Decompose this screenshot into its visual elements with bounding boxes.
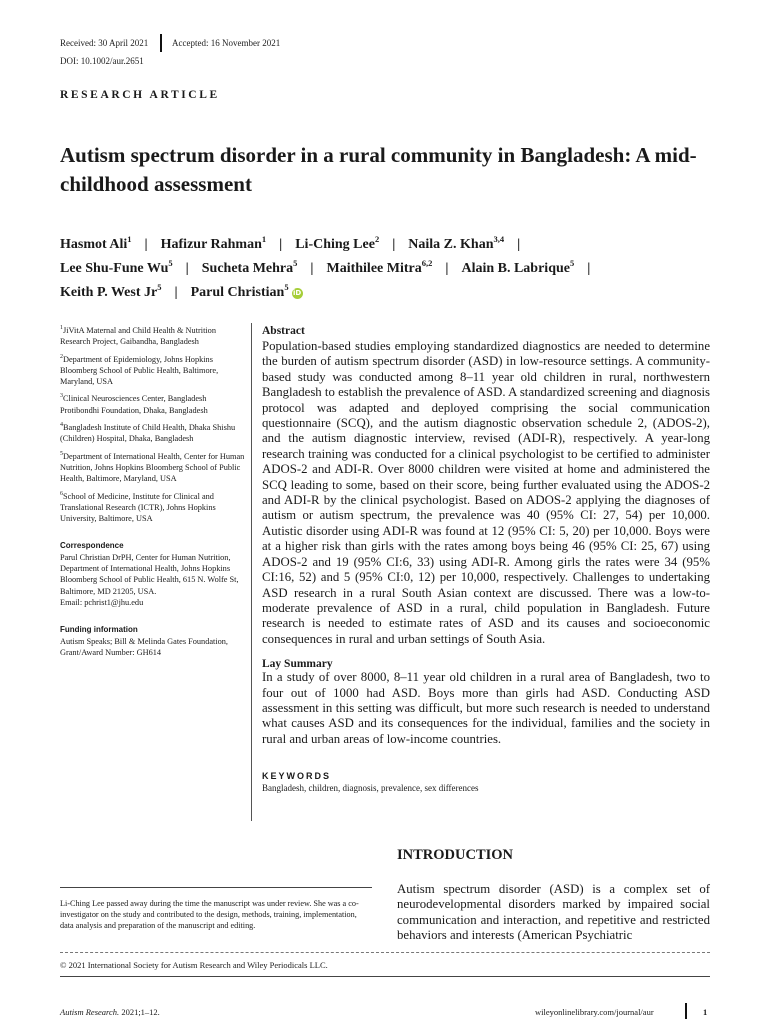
doi-link[interactable]: DOI: 10.1002/aur.2651: [60, 56, 144, 66]
abstract-column: [262, 325, 710, 793]
keywords-text: Bangladesh, children, diagnosis, prevalence, sex differences: [262, 783, 479, 794]
correspondence-email[interactable]: Email: pchrist1@jhu.edu: [60, 597, 144, 607]
author-name[interactable]: Naila Z. Khan$^{3,4}$: [408, 234, 505, 252]
affiliation: $^6$School of Medicine, Institute for Clinical and Translational Research (ICTR), Johns Hopkins University, Baltimore, USA: [60, 490, 216, 524]
author-name[interactable]: Alain B. Labrique$^5$: [461, 258, 575, 276]
accepted-date: Accepted: 16 November 2021: [172, 38, 281, 48]
author-name[interactable]: Li-Ching Lee$^2$: [295, 234, 380, 252]
dashed-divider: [60, 952, 710, 953]
funding-heading: Funding information: [60, 625, 138, 635]
lay-summary-text: In a study of over 8000, 8–11 year old children in a rural area of Bangladesh, two to four out of 1000 had ASD. Boys more than girls had ASD. Conducting ASD assessment in this setting was difficult, but more such research is needed to understand what causes ASD and its consequences for the individual, families and the society in rural and urban areas of low-income countries.: [262, 670, 710, 746]
author-name[interactable]: Keith P. West Jr$^5$: [60, 282, 162, 300]
footnote-rule: [60, 887, 372, 888]
correspondence-heading: Correspondence: [60, 541, 124, 551]
author-name[interactable]: Maithilee Mitra$^{6,2}$: [326, 258, 433, 276]
column-divider: [251, 323, 252, 821]
journal-website-link[interactable]: wileyonlinelibrary.com/journal/aur: [535, 1007, 654, 1017]
article-title: Autism spectrum disorder in a rural community in Bangladesh: A mid-childhood assessment: [60, 143, 697, 196]
correspondence-text: Parul Christian DrPH, Center for Human Nutrition, Department of International Health, Johns Hopkins Bloomberg School of Public Health, 615 N. Wolfe St, Baltimore, MD 21205, USA.: [60, 552, 239, 596]
funding-text: Autism Speaks; Bill & Melinda Gates Foundation, Grant/Award Number: GH614: [60, 636, 229, 657]
author-name[interactable]: Hasmot Ali$^1$: [60, 234, 132, 252]
introduction-text: Autism spectrum disorder (ASD) is a complex set of neurodevelopmental disorders marked by impaired social communication and interaction, and repetitive and restricted behaviors and interests (American Psychiatric: [397, 882, 710, 943]
orcid-icon[interactable]: iD: [292, 289, 302, 297]
author-name[interactable]: Sucheta Mehra$^5$: [201, 258, 298, 276]
copyright-text: © 2021 International Society for Autism Research and Wiley Periodicals LLC.: [60, 960, 328, 970]
sidebar-info: [60, 323, 245, 658]
page-number: 1: [703, 1007, 708, 1017]
header-divider: [160, 34, 162, 52]
affiliation: $^3$Clinical Neurosciences Center, Bangladesh Protibondhi Foundation, Dhaka, Bangladesh: [60, 393, 208, 415]
footer-rule: [60, 976, 710, 977]
footnote-text: Li-Ching Lee passed away during the time the manuscript was under review. She was a co-investigator on the study and contributed to the design, methods, training, implementation, data analysis and preparation of the manuscript and editing.: [60, 899, 359, 931]
keywords-heading: KEYWORDS: [262, 771, 332, 782]
author-line-1: Hasmot Ali$^1$ | Hafizur Rahman$^1$ | Li-Ching Lee$^2$ | Naila Z. Khan$^{3,4}$ |: [60, 234, 521, 252]
affiliation: $^2$Department of Epidemiology, Johns Hopkins Bloomberg School of Public Health, Baltimore, Maryland, USA: [60, 353, 219, 387]
affiliation: $^1$JiVitA Maternal and Child Health & Nutrition Research Project, Gaibandha, Bangladesh: [60, 325, 216, 347]
lay-summary-heading: Lay Summary: [262, 658, 333, 671]
received-date: Received: 30 April 2021: [60, 38, 149, 48]
introduction-heading: INTRODUCTION: [397, 847, 514, 863]
affiliation: $^5$Department of International Health, Center for Human Nutrition, Johns Hopkins Bloomberg School of Public Health, Baltimore, Maryland, USA: [60, 450, 245, 484]
author-name[interactable]: Lee Shu-Fune Wu$^5$: [60, 258, 173, 276]
page-number-divider: [685, 1003, 687, 1019]
author-name[interactable]: Parul Christian$^5$: [190, 282, 289, 300]
article-type-label: RESEARCH ARTICLE: [60, 89, 220, 101]
abstract-heading: Abstract: [262, 325, 305, 337]
author-line-2: Lee Shu-Fune Wu$^5$ | Sucheta Mehra$^5$ | Maithilee Mitra$^{6,2}$ | Alain B. Labrique$^5$ |: [60, 258, 591, 276]
abstract-text: Population-based studies employing standardized diagnostics are needed to determine the burden of autism spectrum disorder (ASD) in low-resource settings. A community-based study was conducted among 8–11 year old children in rural, northwestern Bangladesh to establish the prevalence of ASD. A standardized screening and diagnosis protocol was adapted and deployed comprising the social communication questionnaire (SCQ), and the autism diagnostic observation schedule 2, (ADOS-2), and the autism diagnostic interview, revised (ADI-R), respectively. A year-long research training was conducted for a clinical psychologist to be certified to administer ADOS-2 and ADI-R. Over 8000 children were visited at home and administered the SCQ leading to some, based on their score, being further evaluated using the ADOS-2 and ADI-R by the clinical psychologist. Based on ADOS-2 applying the diagnoses of autism or autism spectrum, the prevalence was 40 (95% CI: 27, 54) per 10,000. Autistic disorder using ADI-R was found at 12 (95% CI: 5, 20) per 10,000. Boys were at a higher risk than girls with the rates among boys being 46 (95% CI: 25, 67) using ADOS-2 and 19 (95% CI:6, 33) using ADI-R. Among girls the rates were 34 (95% CI:16, 52) and 5 (95% CI:0, 12) per 10,000, respectively. Challenges to undertaking ASD research in a rural South Asian context are discussed. There was a low-to-moderate prevalence of ASD in a rural, child population in Bangladesh. Future research is needed to estimate rates of ASD and its causes and socioeconomic consequences in rural and urban settings of South Asia.: [262, 339, 710, 646]
journal-citation: Autism Research. 2021;1–12.: [60, 1007, 160, 1017]
author-name[interactable]: Hafizur Rahman$^1$: [160, 234, 267, 252]
affiliation: $^4$Bangladesh Institute of Child Health, Dhaka Shishu (Children) Hospital, Dhaka, Bangladesh: [60, 422, 236, 444]
author-line-3: Keith P. West Jr$^5$ | Parul Christian$^5$iD: [60, 282, 302, 300]
